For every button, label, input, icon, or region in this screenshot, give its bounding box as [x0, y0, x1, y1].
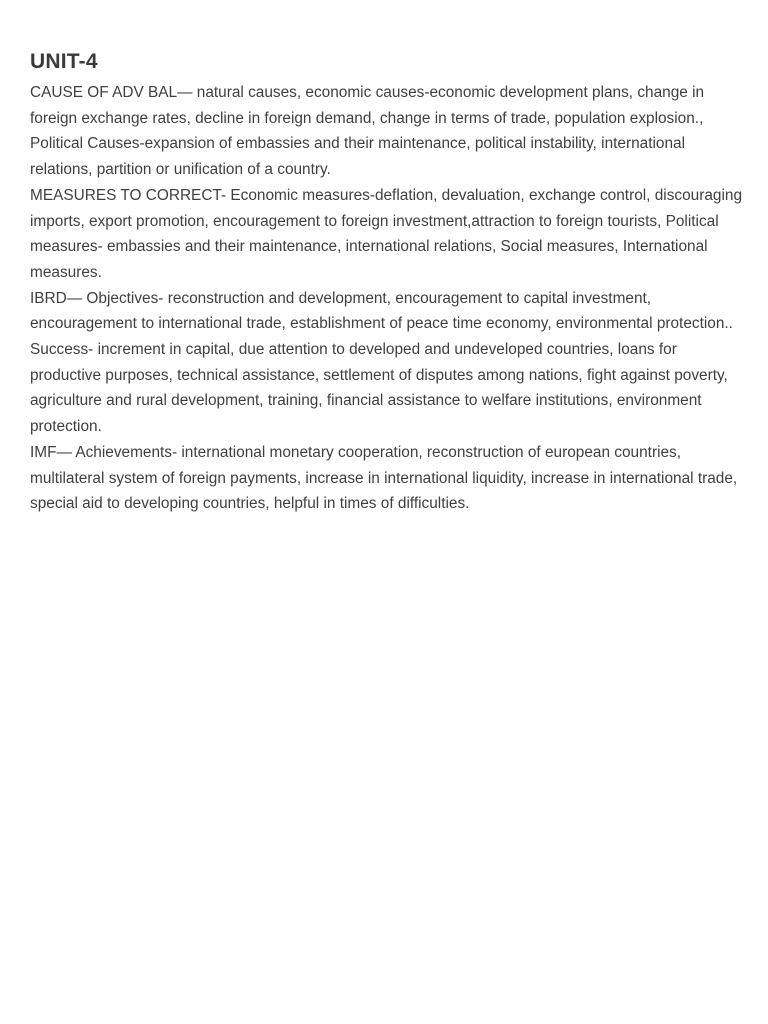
note-body[interactable]	[30, 48, 742, 517]
paragraph-cause-of-adverse-balance: CAUSE OF ADV BAL— natural causes, economic causes-economic development plans, change in foreign exchange rates, decline in foreign demand, change in terms of trade, population explosion., Political Causes-expansion of embassies and their maintenance, political instability, international relations, partition or unification of a country.	[30, 84, 705, 179]
paragraph-imf: IMF— Achievements- international monetary cooperation, reconstruction of european countries, multilateral system of foreign payments, increase in international liquidity, increase in international trade, special aid to developing countries, helpful in times of difficulties.	[30, 443, 738, 513]
paragraph-ibrd: IBRD— Objectives- reconstruction and development, encouragement to capital investment, encouragement to international trade, establishment of peace time economy, environmental protection.. Success- increment in capital, due attention to developed and undeveloped countries, loans for productive purposes, technical assistance, settlement of disputes among nations, fight against poverty, agriculture and rural development, training, financial assistance to welfare institutions, environment protection.	[30, 289, 733, 436]
note-title: UNIT-4	[30, 50, 98, 73]
paragraph-measures-to-correct: MEASURES TO CORRECT- Economic measures-deflation, devaluation, exchange control, discouraging imports, export promotion, encouragement to foreign investment,attraction to foreign tourists, Political measures- embassies and their maintenance, international relations, Social measures, International measures.	[30, 186, 743, 281]
